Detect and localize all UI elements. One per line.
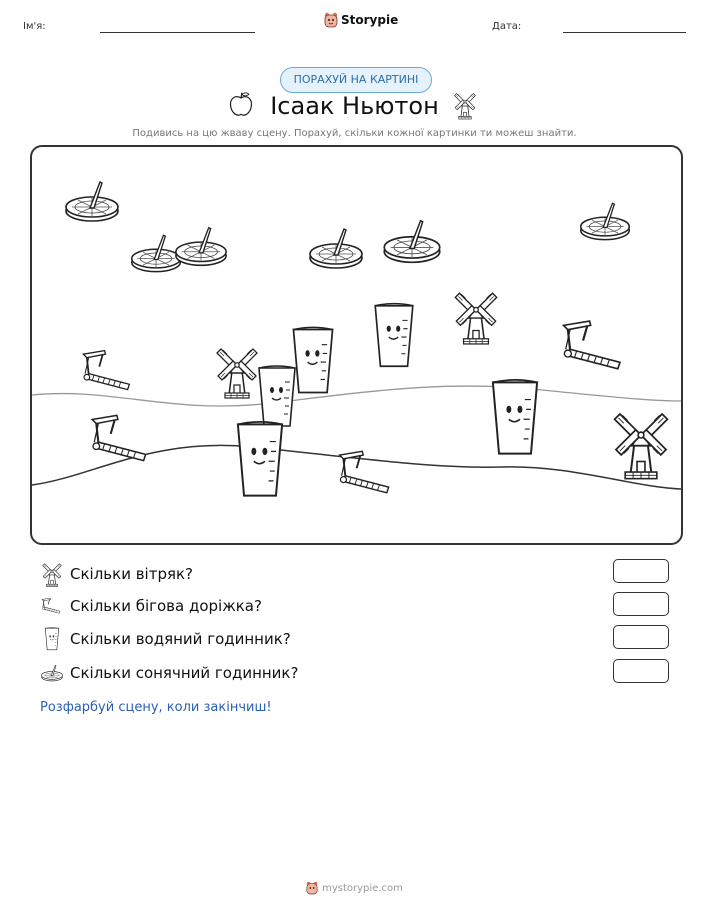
treadmill-1 bbox=[83, 351, 129, 390]
water-clock-5 bbox=[493, 380, 537, 454]
treadmill-3 bbox=[340, 451, 389, 492]
storypie-logo-icon bbox=[324, 12, 338, 28]
water-clock-icon bbox=[40, 626, 64, 652]
question-treadmill bbox=[40, 593, 262, 619]
sundial-1 bbox=[66, 182, 118, 221]
sundial-3 bbox=[176, 228, 226, 266]
name-field[interactable] bbox=[100, 32, 255, 33]
answer-box-treadmill[interactable] bbox=[613, 592, 669, 616]
sundial-5 bbox=[384, 221, 439, 263]
windmill-icon bbox=[40, 561, 64, 587]
answer-box-water-clock[interactable] bbox=[613, 625, 669, 649]
instructions: Подивись на цю жваву сцену. Порахуй, скільки кожної картинки ти можеш знайти. bbox=[132, 128, 577, 139]
footer-url[interactable]: mystorypie.com bbox=[322, 882, 403, 894]
sundial-6 bbox=[581, 203, 630, 239]
activity-badge: ПОРАХУЙ НА КАРТИНІ bbox=[280, 67, 432, 93]
water-clock-4 bbox=[238, 422, 282, 496]
footer-logo-icon bbox=[306, 881, 318, 895]
windmill-1 bbox=[455, 293, 496, 344]
sundial-4 bbox=[310, 229, 362, 268]
question-text: Скільки вітряк? bbox=[70, 565, 194, 583]
footer bbox=[0, 881, 709, 895]
treadmill-icon bbox=[40, 595, 64, 617]
answer-box-sundial[interactable] bbox=[613, 659, 669, 683]
page-title: Ісаак Ньютон bbox=[270, 92, 439, 120]
question-text: Скільки водяний годинник? bbox=[70, 630, 291, 648]
counting-scene bbox=[30, 145, 683, 545]
water-clock-1 bbox=[375, 304, 413, 367]
name-label: Ім'я: bbox=[23, 21, 46, 32]
windmill-title-icon bbox=[452, 90, 478, 120]
storypie-logo bbox=[324, 12, 398, 28]
sundial-2 bbox=[132, 235, 181, 271]
sundial-icon bbox=[40, 662, 64, 684]
question-text: Скільки бігова доріжка? bbox=[70, 597, 262, 615]
hill-line-back bbox=[32, 386, 681, 406]
question-water-clock bbox=[40, 626, 291, 652]
date-label: Дата: bbox=[492, 21, 522, 32]
treadmill-2 bbox=[92, 415, 145, 460]
coloring-note: Розфарбуй сцену, коли закінчиш! bbox=[40, 700, 272, 715]
question-text: Скільки сонячний годинник? bbox=[70, 664, 299, 682]
logo-text: Storypie bbox=[341, 13, 399, 27]
water-clock-2 bbox=[293, 327, 332, 392]
windmill-2 bbox=[217, 349, 257, 398]
windmill-3 bbox=[615, 414, 668, 479]
water-clock-3 bbox=[259, 366, 295, 426]
scene-drawing bbox=[32, 147, 681, 543]
question-sundial bbox=[40, 660, 298, 686]
date-field[interactable] bbox=[563, 32, 686, 33]
treadmill-4 bbox=[564, 321, 620, 369]
question-windmill bbox=[40, 561, 193, 587]
answer-box-windmill[interactable] bbox=[613, 559, 669, 583]
